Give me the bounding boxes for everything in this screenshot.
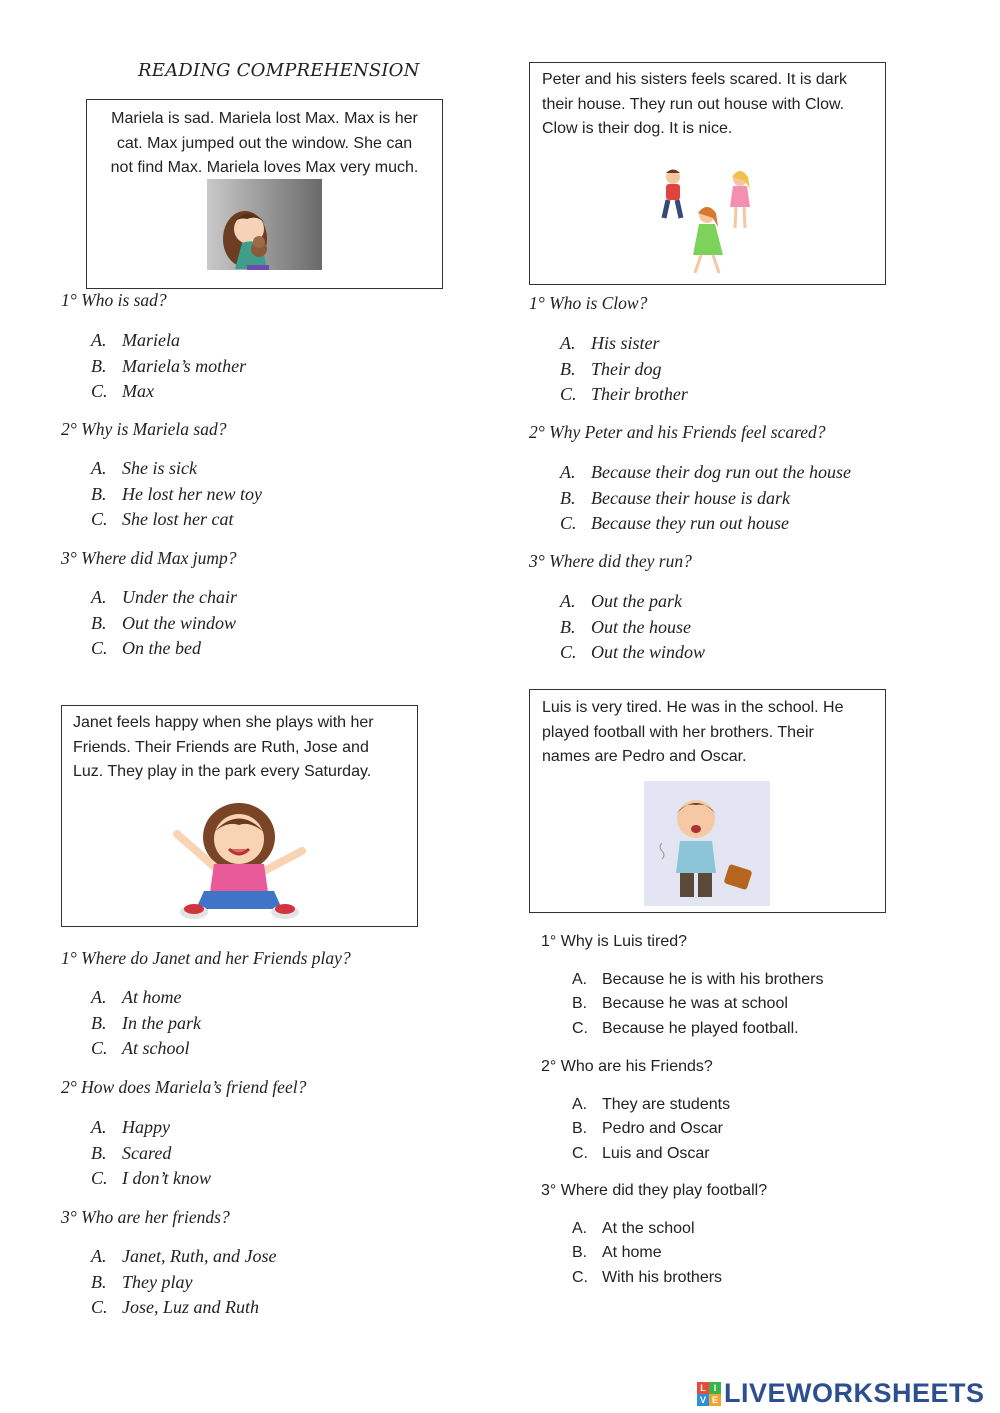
answer-option[interactable]: B. In the park [91,1012,201,1033]
answer-option[interactable]: A. Because their dog run out the house [560,462,851,482]
running-children-illustration [655,163,755,278]
answer-option[interactable]: B. Mariela’s mother [91,355,247,376]
question-2: 2° Why Peter and his Friends feel scared? [529,422,826,442]
question-2: 2° Who are his Friends? [541,1058,713,1075]
logo-mark-icon: L I V E [697,1382,721,1406]
answer-option[interactable]: A. Because he is with his brothers [572,971,824,988]
answer-option[interactable]: A. Happy [91,1117,170,1137]
story-line: played football with her brothers. Their [542,723,814,741]
answer-option[interactable]: C. Their brother [560,384,688,405]
answer-option[interactable]: B. Out the window [91,612,237,633]
question-1: 1° Who is Clow? [529,293,648,313]
story-box-luis [529,689,886,913]
story-line: Friends. Their Friends are Ruth, Jose and [73,738,369,756]
answer-option[interactable]: C. Because he played football. [572,1019,799,1037]
answer-option[interactable]: B. They play [91,1271,193,1292]
story-line: Mariela is sad. Mariela lost Max. Max is her [111,110,418,127]
question-1: 1° Why is Luis tired? [541,933,688,950]
answer-option[interactable]: B. Because their house is dark [560,487,790,508]
answer-option[interactable]: B. Pedro and Oscar [572,1120,723,1138]
story-line: Janet feels happy when she plays with her [73,714,374,731]
answer-option[interactable]: B. Because he was at school [572,995,788,1013]
answer-options [572,968,823,1041]
answer-option[interactable]: A. Janet, Ruth, and Jose [91,1246,277,1266]
answer-option[interactable]: B. He lost her new toy [91,483,262,504]
story-box-janet [61,705,418,927]
answer-option[interactable]: B. At home [572,1244,662,1262]
story-line: names are Pedro and Oscar. [542,748,747,765]
answer-options [560,460,851,537]
answer-option[interactable]: C. Jose, Luz and Ruth [91,1297,259,1318]
answer-options [560,331,688,408]
answer-option[interactable]: A. His sister [560,333,660,353]
question-1: 1° Who is sad? [61,290,167,310]
story-line: Luis is very tired. He was in the school. He [542,699,844,716]
question-2: 2° Why is Mariela sad? [61,419,227,439]
answer-option[interactable]: A. At home [91,987,182,1007]
answer-option[interactable]: C. At school [91,1038,190,1059]
answer-option[interactable]: B. Their dog [560,358,662,379]
answer-options [572,1093,730,1166]
story-line: not find Max. Mariela loves Max very much. [110,159,419,176]
answer-option[interactable]: C. With his brothers [572,1268,723,1286]
answer-options [572,1217,722,1290]
answer-option[interactable]: C. Out the window [560,642,706,663]
answer-option[interactable]: C. On the bed [91,638,201,659]
answer-option[interactable]: B. Scared [91,1142,172,1163]
answer-option[interactable]: A. Under the chair [91,587,237,607]
story-line: cat. Max jumped out the window. She can [116,134,413,152]
answer-options [91,1115,211,1192]
story-line: Luz. They play in the park every Saturday. [73,763,372,780]
story-line: their house. They run out house with Clow. [542,95,845,113]
question-3: 3° Where did they run? [529,551,692,571]
story-line: Clow is their dog. It is nice. [542,120,733,137]
answer-options [560,589,705,666]
question-2: 2° How does Mariela’s friend feel? [61,1077,307,1097]
story-box-peter [529,62,886,285]
answer-option[interactable]: C. Luis and Oscar [572,1144,710,1162]
answer-option[interactable]: A. Out the park [560,591,682,611]
answer-option[interactable]: A. She is sick [91,458,197,478]
story-box-mariela [86,99,443,289]
answer-option[interactable]: A. At the school [572,1220,695,1237]
answer-option[interactable]: C. Max [91,381,154,402]
answer-option[interactable]: B. Out the house [560,616,691,637]
answer-options [91,328,246,405]
liveworksheets-logo [697,1378,985,1409]
happy-girl-illustration [172,799,307,921]
question-3: 3° Where did Max jump? [61,548,237,568]
question-1: 1° Where do Janet and her Friends play? [61,948,351,968]
answer-option[interactable]: A. They are students [572,1096,731,1113]
answer-options [91,585,237,662]
tired-boy-illustration [644,781,770,906]
answer-options [91,1244,276,1321]
answer-option[interactable]: A. Mariela [91,330,180,350]
logo-text: LIVEWORKSHEETS [724,1378,985,1408]
question-3: 3° Where did they play football? [541,1182,768,1199]
answer-options [91,985,201,1062]
answer-options [91,456,262,533]
story-line: Peter and his sisters feels scared. It is dark [542,71,848,88]
answer-option[interactable]: C. I don’t know [91,1168,211,1189]
sad-girl-illustration [207,179,322,270]
question-3: 3° Who are her friends? [61,1207,230,1227]
page-title: READING COMPREHENSION [138,60,420,81]
answer-option[interactable]: C. She lost her cat [91,509,234,530]
answer-option[interactable]: C. Because they run out house [560,513,789,534]
